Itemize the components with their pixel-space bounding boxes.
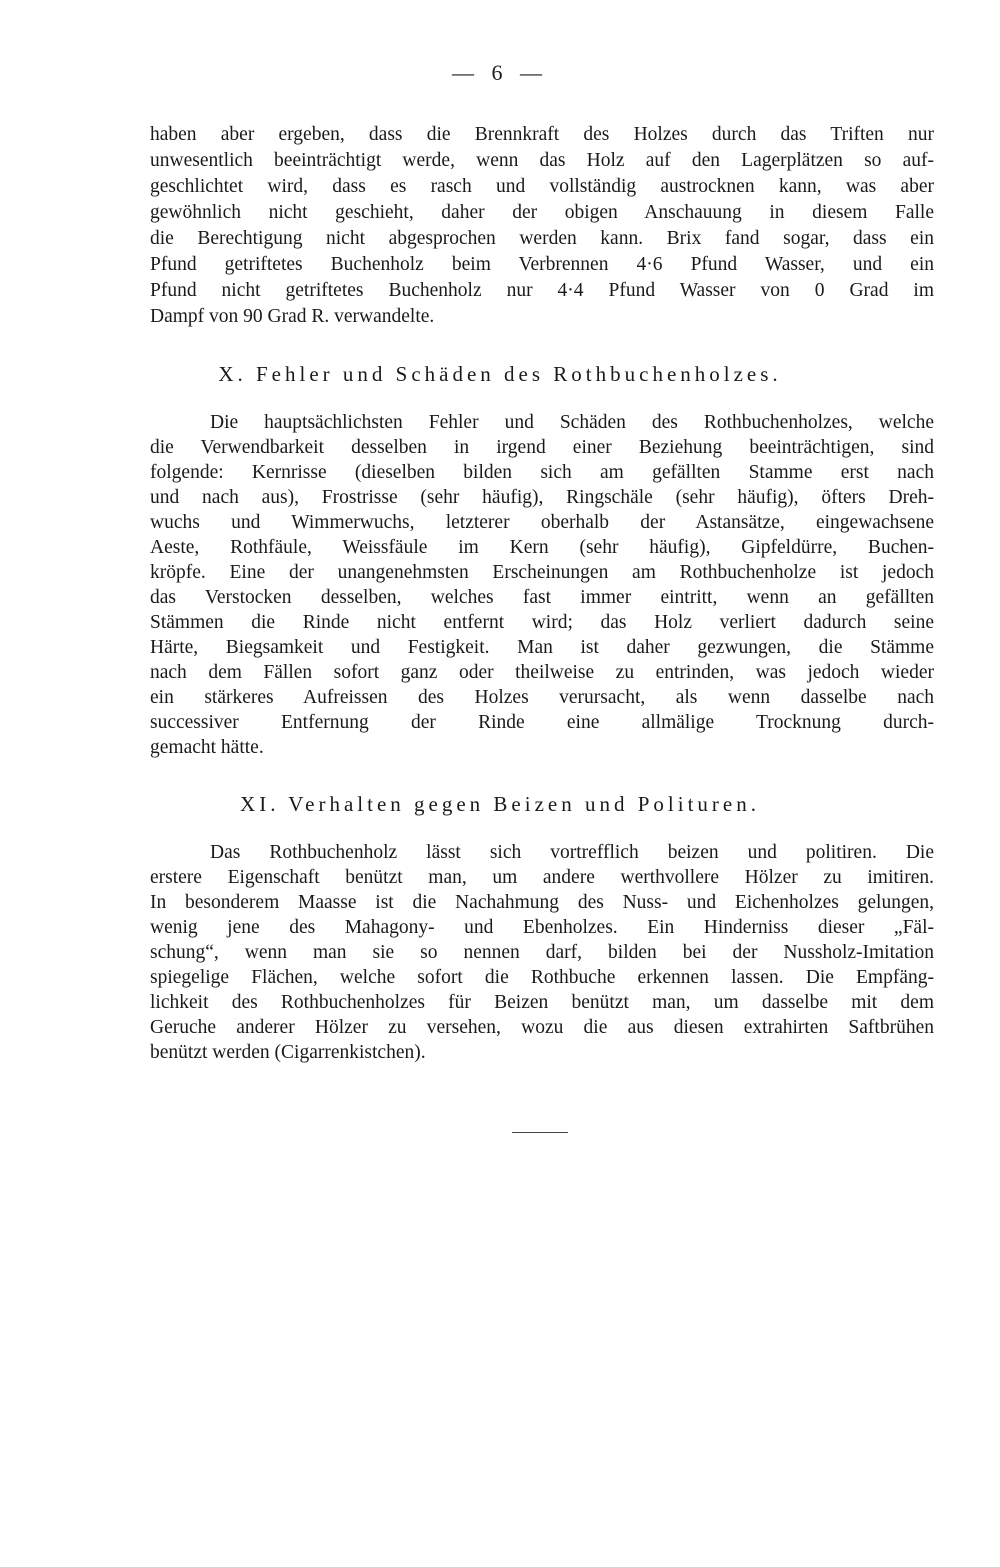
body-line: Stämmen die Rinde nicht entfernt wird; das Holz verliert dadurch seine xyxy=(150,612,934,633)
body-line: spiegelige Flächen, welche sofort die Rothbuche erkennen lassen. Die Empfäng- xyxy=(150,967,934,988)
body-line: und nach aus), Frostrisse (sehr häufig), Ringschäle (sehr häufig), öfters Dreh- xyxy=(150,487,934,508)
body-line: Härte, Biegsamkeit und Festigkeit. Man ist daher gezwungen, die Stämme xyxy=(150,637,934,658)
body-line: Aeste, Rothfäule, Weissfäule im Kern (sehr häufig), Gipfeldürre, Buchen- xyxy=(150,537,934,558)
body-line: successiver Entfernung der Rinde eine allmälige Trocknung durch- xyxy=(150,712,934,733)
body-line: wuchs und Wimmerwuchs, letzterer oberhalb der Astansätze, eingewachsene xyxy=(150,512,934,533)
section-heading: XI. Verhalten gegen Beizen und Polituren. xyxy=(240,792,760,816)
body-line: Das Rothbuchenholz lässt sich vortrefflich beizen und politiren. Die xyxy=(210,842,934,863)
body-line: Dampf von 90 Grad R. verwandelte. xyxy=(150,306,435,327)
body-line: lichkeit des Rothbuchenholzes für Beizen benützt man, um dasselbe mit dem xyxy=(150,992,934,1013)
body-line: benützt werden (Cigarrenkistchen). xyxy=(150,1042,426,1063)
body-line: unwesentlich beeinträchtigt werde, wenn das Holz auf den Lagerplätzen so auf- xyxy=(150,150,934,171)
body-line: geschlichtet wird, dass es rasch und vollständig austrocknen kann, was aber xyxy=(150,176,934,197)
body-line: Pfund nicht getriftetes Buchenholz nur 4·4 Pfund Wasser von 0 Grad im xyxy=(150,280,934,301)
body-line: Pfund getriftetes Buchenholz beim Verbrennen 4·6 Pfund Wasser, und ein xyxy=(150,254,934,275)
body-line: ein stärkeres Aufreissen des Holzes verursacht, als wenn dasselbe nach xyxy=(150,687,934,708)
section-heading: X. Fehler und Schäden des Rothbuchenholzes. xyxy=(218,362,782,386)
body-line: folgende: Kernrisse (dieselben bilden sich am gefällten Stamme erst nach xyxy=(150,462,934,483)
body-line: gewöhnlich nicht geschieht, daher der obigen Anschauung in diesem Falle xyxy=(150,202,934,223)
body-line: kröpfe. Eine der unangenehmsten Erscheinungen am Rothbuchenholze ist jedoch xyxy=(150,562,934,583)
body-line: die Berechtigung nicht abgesprochen werden kann. Brix fand sogar, dass ein xyxy=(150,228,934,249)
body-line: Geruche anderer Hölzer zu versehen, wozu die aus diesen extrahirten Saftbrühen xyxy=(150,1017,934,1038)
body-line: gemacht hätte. xyxy=(150,737,264,758)
body-line: wenig jene des Mahagony- und Ebenholzes. Ein Hinderniss dieser „Fäl- xyxy=(150,917,934,938)
body-line: erstere Eigenschaft benützt man, um andere werthvollere Hölzer zu imitiren. xyxy=(150,867,934,888)
body-line: Die hauptsächlichsten Fehler und Schäden des Rothbuchenholzes, welche xyxy=(210,412,934,433)
body-line: das Verstocken desselben, welches fast immer eintritt, wenn an gefällten xyxy=(150,587,934,608)
body-line: schung“, wenn man sie so nennen darf, bilden bei der Nussholz-Imitation xyxy=(150,942,934,963)
body-line: In besonderem Maasse ist die Nachahmung des Nuss- und Eichenholzes gelungen, xyxy=(150,892,934,913)
page-number: — 6 — xyxy=(452,60,548,85)
body-line: die Verwendbarkeit desselben in irgend einer Beziehung beeinträchtigen, sind xyxy=(150,437,934,458)
body-line: haben aber ergeben, dass die Brennkraft des Holzes durch das Triften nur xyxy=(150,124,934,145)
end-rule xyxy=(512,1132,568,1133)
body-line: nach dem Fällen sofort ganz oder theilweise zu entrinden, was jedoch wieder xyxy=(150,662,934,683)
